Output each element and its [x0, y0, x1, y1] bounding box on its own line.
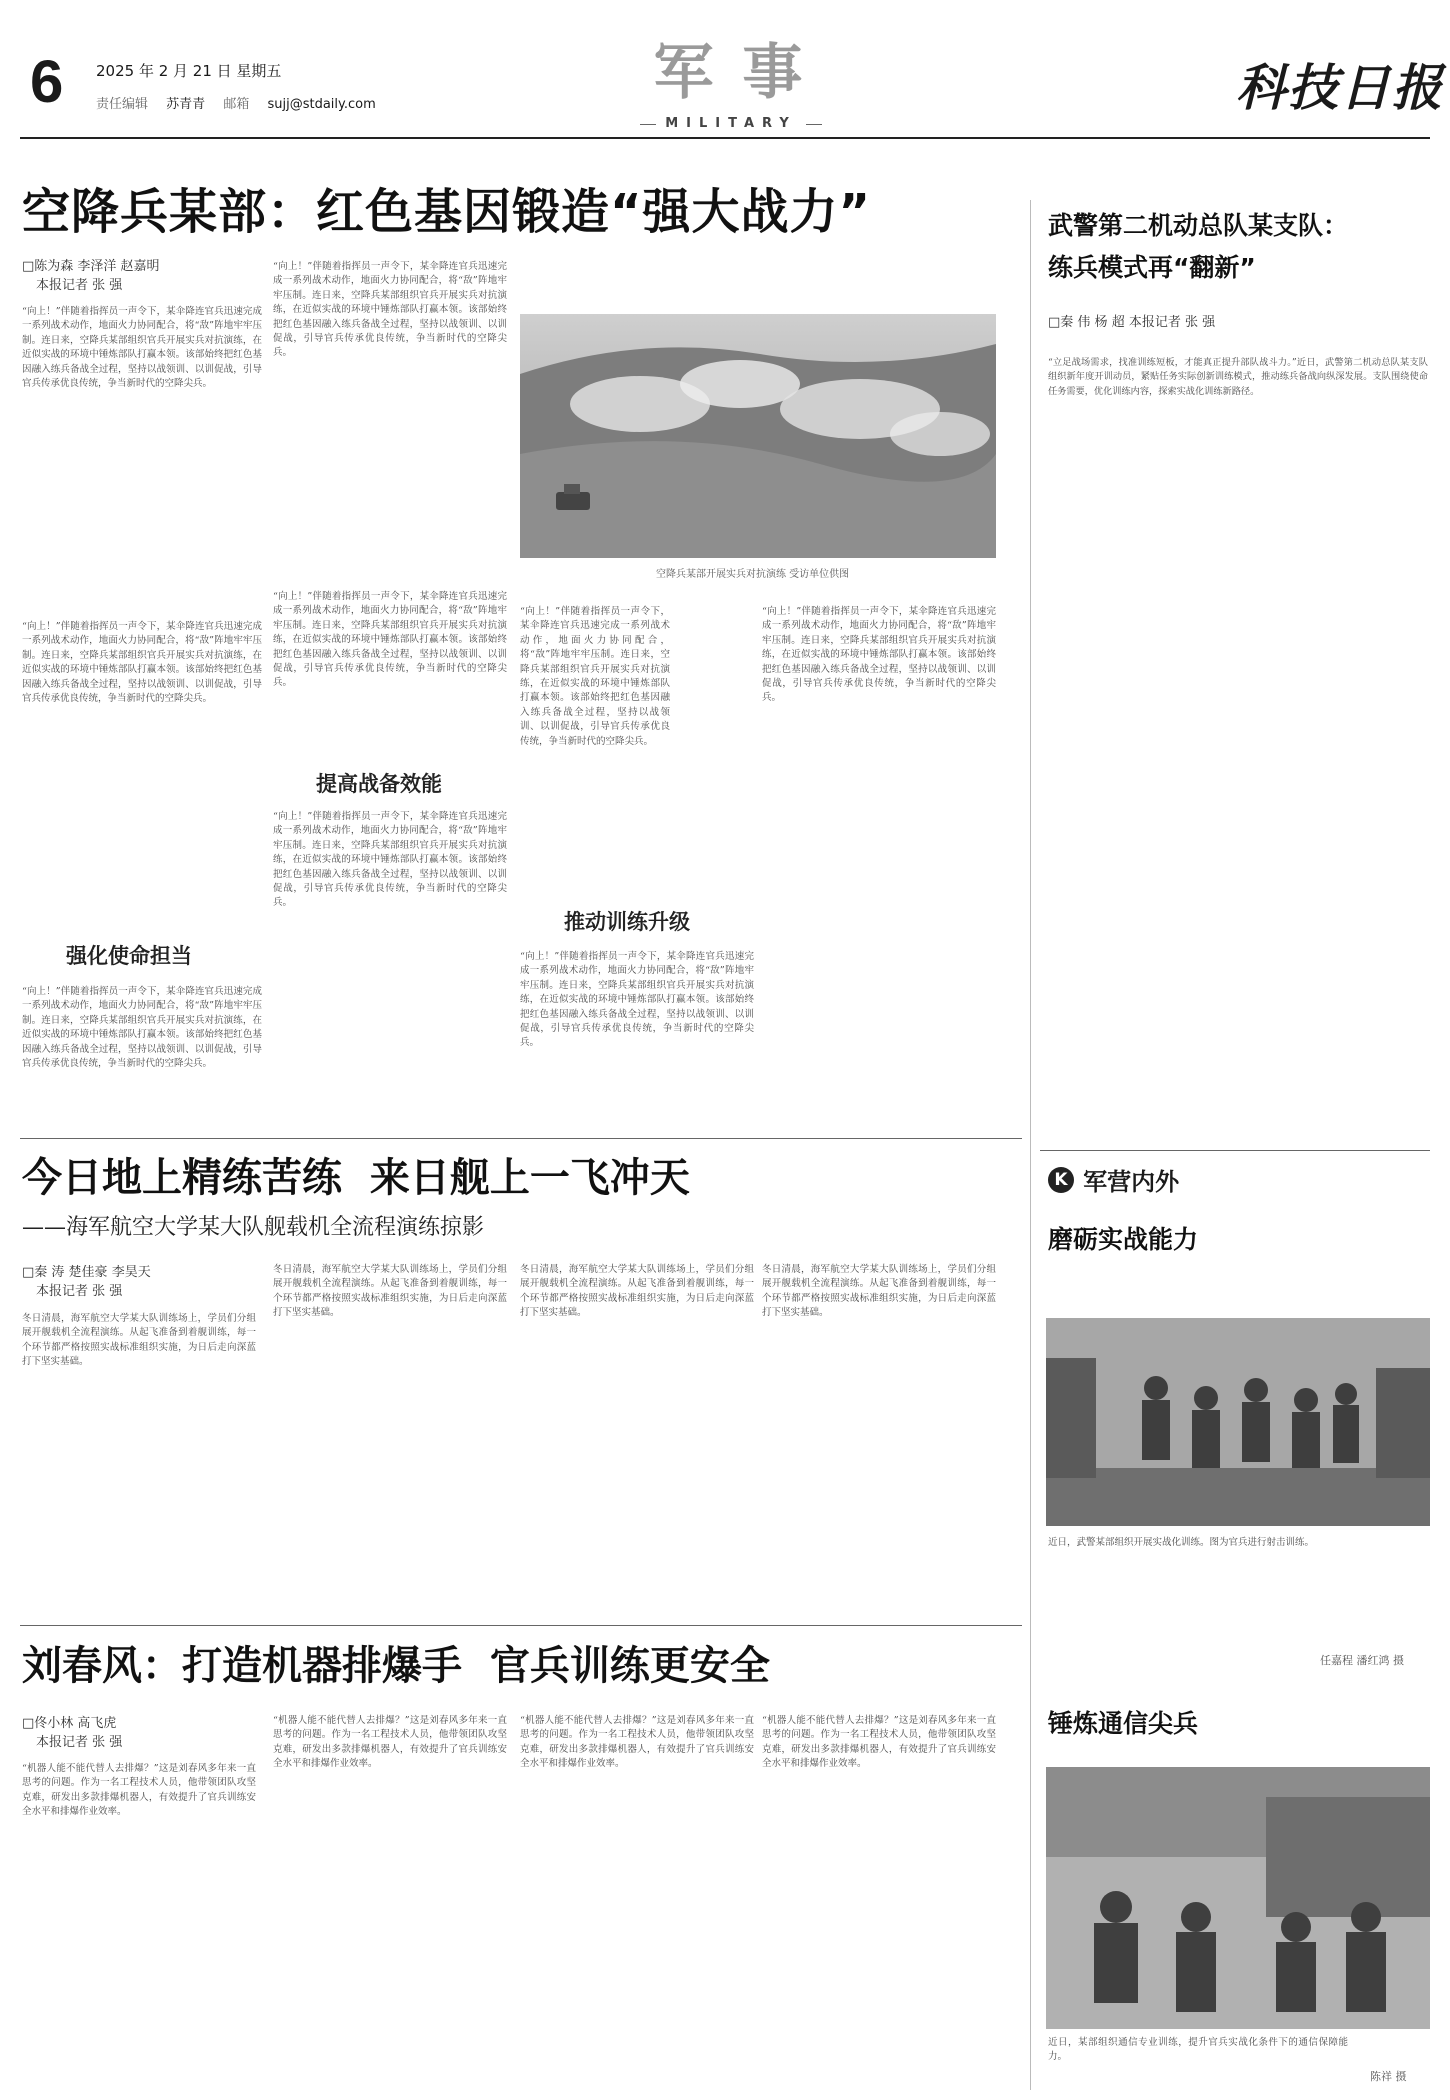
artillery-drill-image: [520, 314, 996, 558]
sidebar-item1-photo: [1046, 1318, 1430, 1526]
article4-headline: 刘春风：打造机器排爆手 官兵训练更安全: [22, 1643, 770, 1689]
article2-headline: 武警第二机动总队某支队： 练兵模式再“翻新”: [1048, 211, 1349, 282]
article3-col4: 冬日清晨，海军航空大学某大队训练场上，学员们分组展开舰载机全流程演练。从起飞准备到着舰训练，每一个环节都严格按照实战标准组织实施，为日后走向深蓝打下坚实基础。: [762, 1264, 996, 1319]
article3-subtitle: ——海军航空大学某大队舰载机全流程演练掠影: [22, 1215, 485, 1240]
sidebar-section-title: 军营内外: [1083, 1168, 1180, 1196]
article1-photo: [520, 314, 996, 558]
article3-col1: 冬日清晨，海军航空大学某大队训练场上，学员们分组展开舰载机全流程演练。从起飞准备到着舰训练，每一个环节都严格按照实战标准组织实施，为日后走向深蓝打下坚实基础。: [22, 1313, 256, 1368]
article1-photo-caption: 空降兵某部开展实兵对抗演练 受访单位供图: [656, 569, 850, 580]
subhead-training: 推动训练升级: [564, 910, 690, 934]
subhead-mission: 强化使命担当: [66, 944, 192, 968]
article1-col3: “向上！”伴随着指挥员一声令下，某伞降连官兵迅速完成一系列战术动作，地面火力协同配合，将“敌”阵地牢牢压制。连日来，空降兵某部组织官兵开展实兵对抗演练，在近似实战的环境中锤炼部队打赢本领。该部始终把红色基因融入练兵备战全过程，坚持以战领训、以训促战，引导官兵传承优良传统，争当新时代的空降尖兵。: [520, 606, 670, 747]
article1-col2: “向上！”伴随着指挥员一声令下，某伞降连官兵迅速完成一系列战术动作，地面火力协同配合，将“敌”阵地牢牢压制。连日来，空降兵某部组织官兵开展实兵对抗演练，在近似实战的环境中锤炼部队打赢本领。该部始终把红色基因融入练兵备战全过程，坚持以战领训、以训促战，引导官兵传承优良传统，争当新时代的空降尖兵。: [273, 261, 507, 359]
sidebar-item2-caption: 近日，某部组织通信专业训练，提升官兵实战化条件下的通信保障能力。: [1048, 2037, 1348, 2063]
section-rule-2: [20, 1625, 1022, 1626]
email-label: 邮箱: [223, 97, 250, 112]
sidebar-rule: [1040, 1150, 1430, 1151]
byline-marker-icon: □: [1048, 315, 1061, 330]
article1-byline: □陈为森 李泽洋 赵嘉明 本报记者 张 强: [22, 259, 160, 293]
section-rule-1: [20, 1138, 1022, 1139]
article1-col1b: “向上！”伴随着指挥员一声令下，某伞降连官兵迅速完成一系列战术动作，地面火力协同配合，将“敌”阵地牢牢压制。连日来，空降兵某部组织官兵开展实兵对抗演练，在近似实战的环境中锤炼部队打赢本领。该部始终把红色基因融入练兵备战全过程，坚持以战领训、以训促战，引导官兵传承优良传统，争当新时代的空降尖兵。: [22, 621, 262, 705]
article3-col2: 冬日清晨，海军航空大学某大队训练场上，学员们分组展开舰载机全流程演练。从起飞准备到着舰训练，每一个环节都严格按照实战标准组织实施，为日后走向深蓝打下坚实基础。: [273, 1264, 507, 1319]
byline-marker-icon: □: [22, 1265, 35, 1280]
sidebar-header: [1048, 1162, 1179, 1194]
byline-marker-icon: □: [22, 259, 35, 274]
sidebar-item1-caption: 近日，武警某部组织开展实战化训练。图为官兵进行射击训练。: [1048, 1537, 1315, 1548]
article1-col2b: “向上！”伴随着指挥员一声令下，某伞降连官兵迅速完成一系列战术动作，地面火力协同配合，将“敌”阵地牢牢压制。连日来，空降兵某部组织官兵开展实兵对抗演练，在近似实战的环境中锤炼部队打赢本领。该部始终把红色基因融入练兵备战全过程，坚持以战领训、以训促战，引导官兵传承优良传统，争当新时代的空降尖兵。: [273, 591, 507, 689]
article4-col2: “机器人能不能代替人去排爆？”这是刘春风多年来一直思考的问题。作为一名工程技术人员，他带领团队攻坚克难，研发出多款排爆机器人，有效提升了官兵训练安全水平和排爆作业效率。: [273, 1715, 507, 1770]
communication-training-image: [1046, 1767, 1430, 2029]
email: sujj@stdaily.com: [267, 97, 376, 112]
section-en-rule-right: [806, 124, 822, 125]
sidebar-item1-credit: 任嘉程 潘红鸿 摄: [1320, 1654, 1404, 1667]
paper-name-logo: 科技日报: [1236, 58, 1444, 117]
sidebar-section-icon: K: [1048, 1167, 1074, 1193]
soldiers-shooting-image: [1046, 1318, 1430, 1526]
section-title: 军 事: [653, 38, 807, 108]
sidebar-item2-title: 锤炼通信尖兵: [1048, 1709, 1199, 1738]
article1-col4: “向上！”伴随着指挥员一声令下，某伞降连官兵迅速完成一系列战术动作，地面火力协同配合，将“敌”阵地牢牢压制。连日来，空降兵某部组织官兵开展实兵对抗演练，在近似实战的环境中锤炼部队打赢本领。该部始终把红色基因融入练兵备战全过程，坚持以战领训、以训促战，引导官兵传承优良传统，争当新时代的空降尖兵。: [762, 606, 996, 704]
article4-col1: “机器人能不能代替人去排爆？”这是刘春风多年来一直思考的问题。作为一名工程技术人员，他带领团队攻坚克难，研发出多款排爆机器人，有效提升了官兵训练安全水平和排爆作业效率。: [22, 1763, 256, 1818]
byline-marker-icon: □: [22, 1716, 35, 1731]
sidebar-item1-title: 磨砺实战能力: [1048, 1225, 1199, 1254]
subhead-readiness: 提高战备效能: [316, 772, 442, 796]
article3-col3: 冬日清晨，海军航空大学某大队训练场上，学员们分组展开舰载机全流程演练。从起飞准备到着舰训练，每一个环节都严格按照实战标准组织实施，为日后走向深蓝打下坚实基础。: [520, 1264, 754, 1319]
section-en: MILITARY: [665, 116, 797, 131]
article1-col3b: “向上！”伴随着指挥员一声令下，某伞降连官兵迅速完成一系列战术动作，地面火力协同配合，将“敌”阵地牢牢压制。连日来，空降兵某部组织官兵开展实兵对抗演练，在近似实战的环境中锤炼部队打赢本领。该部始终把红色基因融入练兵备战全过程，坚持以战领训、以训促战，引导官兵传承优良传统，争当新时代的空降尖兵。: [520, 951, 754, 1049]
article4-col3: “机器人能不能代替人去排爆？”这是刘春风多年来一直思考的问题。作为一名工程技术人员，他带领团队攻坚克难，研发出多款排爆机器人，有效提升了官兵训练安全水平和排爆作业效率。: [520, 1715, 754, 1770]
article3-headline: 今日地上精练苦练 来日舰上一飞冲天: [22, 1155, 690, 1201]
section-en-rule-left: [640, 124, 656, 125]
article1-headline: 空降兵某部：红色基因锻造“强大战力”: [22, 184, 872, 240]
sidebar-item2-photo: [1046, 1767, 1430, 2029]
article4-col4: “机器人能不能代替人去排爆？”这是刘春风多年来一直思考的问题。作为一名工程技术人员，他带领团队攻坚克难，研发出多款排爆机器人，有效提升了官兵训练安全水平和排爆作业效率。: [762, 1715, 996, 1770]
article3-byline: □秦 涛 楚佳豪 李昊天 本报记者 张 强: [22, 1265, 151, 1299]
masthead-rule: [20, 137, 1430, 139]
article1-col2c: “向上！”伴随着指挥员一声令下，某伞降连官兵迅速完成一系列战术动作，地面火力协同配合，将“敌”阵地牢牢压制。连日来，空降兵某部组织官兵开展实兵对抗演练，在近似实战的环境中锤炼部队打赢本领。该部始终把红色基因融入练兵备战全过程，坚持以战领训、以训促战，引导官兵传承优良传统，争当新时代的空降尖兵。: [273, 811, 507, 909]
article1-col1c: “向上！”伴随着指挥员一声令下，某伞降连官兵迅速完成一系列战术动作，地面火力协同配合，将“敌”阵地牢牢压制。连日来，空降兵某部组织官兵开展实兵对抗演练，在近似实战的环境中锤炼部队打赢本领。该部始终把红色基因融入练兵备战全过程，坚持以战领训、以训促战，引导官兵传承优良传统，争当新时代的空降尖兵。: [22, 986, 262, 1070]
editor-label: 责任编辑: [96, 97, 149, 112]
column-divider: [1030, 200, 1031, 2090]
article1-col1: “向上！”伴随着指挥员一声令下，某伞降连官兵迅速完成一系列战术动作，地面火力协同配合，将“敌”阵地牢牢压制。连日来，空降兵某部组织官兵开展实兵对抗演练，在近似实战的环境中锤炼部队打赢本领。该部始终把红色基因融入练兵备战全过程，坚持以战领训、以训促战，引导官兵传承优良传统，争当新时代的空降尖兵。: [22, 306, 262, 390]
date-line: 2025 年 2 月 21 日 星期五: [96, 62, 282, 80]
masthead: [0, 0, 1450, 135]
article2-body: “立足战场需求，找准训练短板，才能真正提升部队战斗力。”近日，武警第二机动总队某支队组织新年度开训动员，紧贴任务实际创新训练模式，推动练兵备战向纵深发展。支队围绕使命任务需要，优化训练内容，探索实战化训练新路径。: [1048, 357, 1428, 397]
editor-name: 苏青青: [166, 97, 206, 112]
article4-byline: □佟小林 高飞虎 本报记者 张 强: [22, 1716, 123, 1750]
sidebar-item2-credit: 陈祥 摄: [1370, 2070, 1407, 2083]
article2-byline: □秦 伟 杨 超 本报记者 张 强: [1048, 315, 1216, 330]
page-number: 6: [30, 48, 64, 115]
